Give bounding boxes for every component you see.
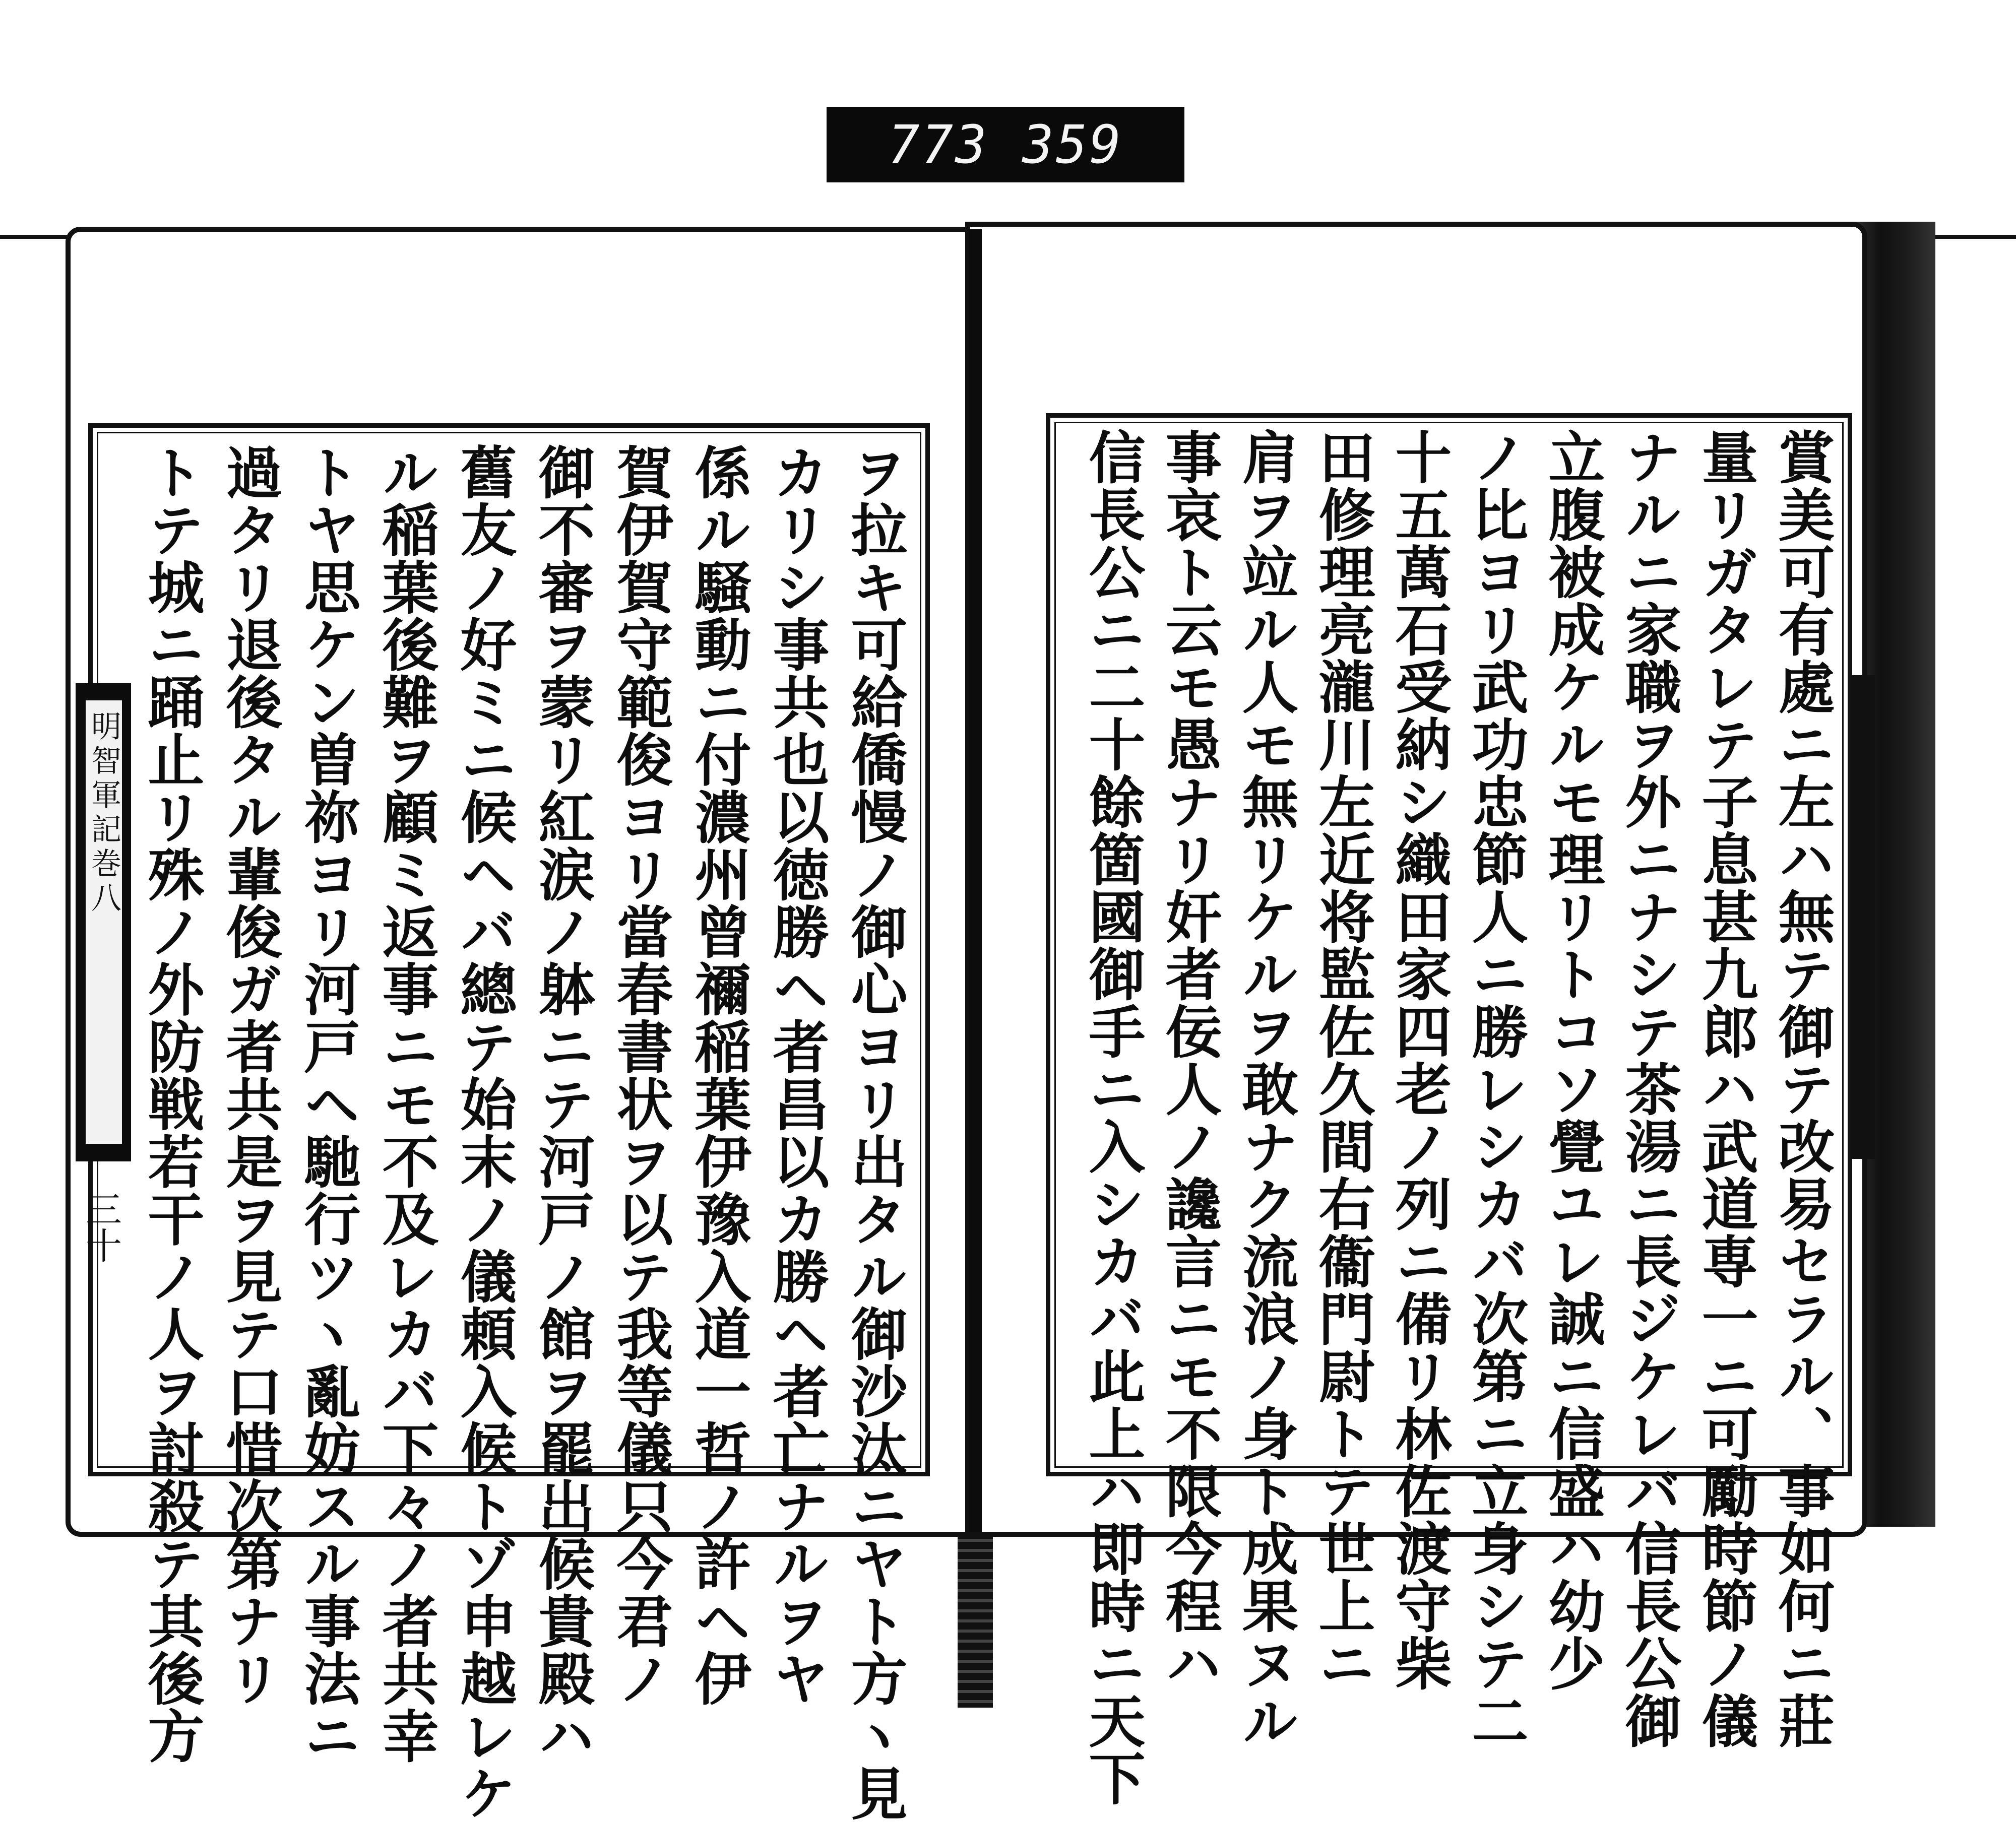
- left-text-column: トテ城ニ踊止リ殊ノ外防戦若干ノ人ヲ討殺テ其後方: [139, 443, 205, 1765]
- left-text-column: ル稲葉後難ヲ顧ミ返事ニモ不及レカバ下々ノ者共幸: [373, 443, 439, 1765]
- right-text-column: 十五萬石受納シ織田家四老ノ列ニ備リ林佐渡守柴: [1386, 428, 1452, 1692]
- book-gutter: [969, 229, 982, 1539]
- binding-spine-bottom: [958, 1532, 993, 1708]
- right-text-column: 肩ヲ竝ル人モ無リケルヲ敢ナク流浪ノ身ト成果ヌル: [1233, 428, 1299, 1749]
- right-text-column: 量リガタレテ子息甚九郎ハ武道専一ニ可勵時節ノ儀: [1692, 428, 1758, 1749]
- right-edge-tab: [1850, 675, 1875, 1159]
- right-text-column: 事哀ト云モ愚ナリ奸者佞人ノ讒言ニモ不限今程ハ: [1156, 428, 1222, 1692]
- right-text-column: 立腹被成ケルモ理リトコソ覺ユレ誠ニ信盛ハ幼少: [1539, 428, 1605, 1692]
- right-text-column: 信長公ニ二十餘箇國御手ニ入シカバ此上ハ即時ニ天下: [1080, 428, 1146, 1807]
- left-text-column: 過タリ退後タル輩俊ガ者共是ヲ見テ口惜次第ナリ: [217, 443, 283, 1707]
- left-text-column: ヲ拉キ可給僑慢ノ御心ヨリ出タル御沙汰ニヤト方ヽ見: [842, 443, 908, 1822]
- left-text-column: 係ル騒動ニ付濃州曾禰稲葉伊豫入道一哲ノ許ヘ伊: [685, 443, 751, 1707]
- right-text-column: 田修理亮瀧川左近将監佐久間右衞門尉トテ世上ニ: [1309, 428, 1375, 1692]
- catalog-number-label: 773 359: [827, 107, 1184, 182]
- margin-title: 明智軍記巻八: [86, 700, 122, 1144]
- right-text-column: ナルニ家職ヲ外ニナシテ茶湯ニ長ジケレバ信長公御: [1616, 428, 1682, 1749]
- right-text-column: 賞美可有處ニ左ハ無テ御テ改易セラル、事如何ニ莊: [1769, 428, 1835, 1749]
- left-text-column: 舊友ノ好ミニ候ヘバ總テ始末ノ儀頼入候トゾ申越レケ: [451, 443, 517, 1822]
- left-text-column: トヤ思ケン曽祢ヨリ河戸ヘ馳行ツヽ亂妨スル事法ニ: [295, 443, 361, 1765]
- left-text-column: 賀伊賀守範俊ヨリ當春書状ヲ以テ我等儀只今君ノ: [607, 443, 673, 1707]
- left-text-column: カリシ事共也以徳勝ヘ者昌以カ勝ヘ者亡ナルヲヤ: [764, 443, 830, 1707]
- left-text-column: 御不審ヲ蒙リ紅涙ノ躰ニテ河戸ノ館ヲ罷出候貴殿ハ: [529, 443, 595, 1765]
- folio-number: 三十: [80, 1191, 122, 1263]
- right-text-column: ノ比ヨリ武功忠節人ニ勝レシカバ次第ニ立身シテ二: [1463, 428, 1529, 1749]
